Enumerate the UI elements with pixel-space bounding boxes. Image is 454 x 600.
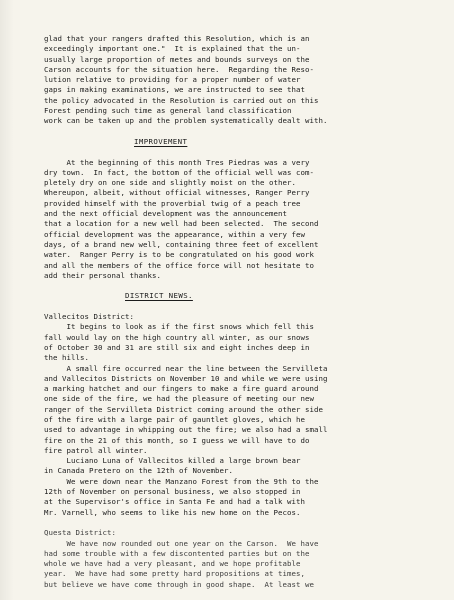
text-line: Whereupon, albeit, without official witnesses, Ranger Perry [44,188,310,198]
vallecitos-paragraphs [44,322,424,518]
text-line: a marking hatchet and our fingers to make a fire guard around [44,384,319,394]
text-line: add their personal thanks. [44,270,161,280]
text-line: fire patrol all winter. [44,445,148,455]
text-line: lution relative to providing for a proper number of water [44,75,301,85]
text-line: dry town. In fact, the bottom of the official well was com- [44,167,314,177]
text-line: exceedingly important one." It is explained that the un- [44,44,301,54]
district-news-heading: DISTRICT NEWS. [125,291,193,301]
text-line: and all the members of the office force will not hesitate to [44,260,314,270]
text-line: It begins to look as if the first snows which fell this [44,322,314,332]
text-line: one side of the fire, we had the pleasure of meeting our new [44,394,314,404]
text-line: fire on the 21 of this month, so I guess we will have to do [44,435,310,445]
text-line: work can be taken up and the problem systematically dealt with. [44,116,328,126]
text-line: of October 30 and 31 are still six and eight inches deep in [44,342,310,352]
intro-paragraph [44,34,424,127]
spacer [44,147,424,157]
questa-paragraph [44,539,424,590]
text-line: the policy advocated in the Resolution is carried out on this [44,95,319,105]
text-line: Mr. Varnell, who seems to like his new home on the Pecos. [44,507,301,517]
text-line: and the next official development was the announcement [44,209,287,219]
questa-subhead: Questa District: [44,528,116,538]
text-line: Luciano Luna of Vallecitos killed a large brown bear [44,456,301,466]
text-line: provided himself with the proverbial twig of a peach tree [44,198,301,208]
text-line: days, of a brand new well, containing three feet of excellent [44,239,319,249]
text-line: whole we have had a very pleasant, and we hope profitable [44,559,301,569]
text-line: water. Ranger Perry is to be congratulated on his good work [44,250,314,260]
improvement-paragraph [44,158,424,282]
text-line: Forest pending such time as general land classification [44,106,292,116]
spacer [44,518,424,528]
text-line: gaps in making examinations, we are instructed to see that [44,85,305,95]
text-line: official development was the appearance, within a very few [44,229,305,239]
text-line: usually large proportion of metes and bounds surveys on the [44,54,310,64]
text-line: had some trouble with a few discontented parties but on the [44,548,310,558]
text-line: at the Supervisor's office in Santa Fe and had a talk with [44,497,305,507]
district-news-heading-line [44,291,424,301]
spacer [44,127,424,137]
text-line: but believe we have come through in good shape. At least we [44,579,314,589]
text-line: fall would lay on the high country all winter, as our snows [44,332,310,342]
text-line: and Vallecitos Districts on November 10 and while we were using [44,373,328,383]
spacer [44,302,424,312]
text-line: ranger of the Servilleta District coming around the other side [44,404,323,414]
text-line: the hills. [44,353,89,363]
text-line: used to advantage in whipping out the fire; we also had a small [44,425,328,435]
text-line: At the beginning of this month Tres Piedras was a very [44,157,310,167]
text-line: We were down near the Manzano Forest from the 9th to the [44,476,319,486]
text-line: 12th of November on personal business, we also stopped in [44,487,301,497]
improvement-heading: IMPROVEMENT [134,136,188,146]
text-line: We have now rounded out one year on the Carson. We have [44,538,319,548]
text-line: pletely dry on one side and slightly moist on the other. [44,178,296,188]
text-line: glad that your rangers drafted this Resolution, which is an [44,34,310,43]
text-line: Carson accounts for the situation here. Regarding the Reso- [44,64,314,74]
text-line: A small fire occurred near the line between the Servilleta [44,363,328,373]
text-line: that a location for a new well had been selected. The second [44,219,319,229]
text-line: of the fire with a large pair of gauntlet gloves, which he [44,414,305,424]
improvement-heading-line [44,137,424,147]
vallecitos-subhead: Vallecitos District: [44,312,134,322]
text-line: in Canada Pretero on the 12th of November. [44,466,233,476]
spacer [44,281,424,291]
text-line: year. We have had some pretty hard propositions at times, [44,569,305,579]
